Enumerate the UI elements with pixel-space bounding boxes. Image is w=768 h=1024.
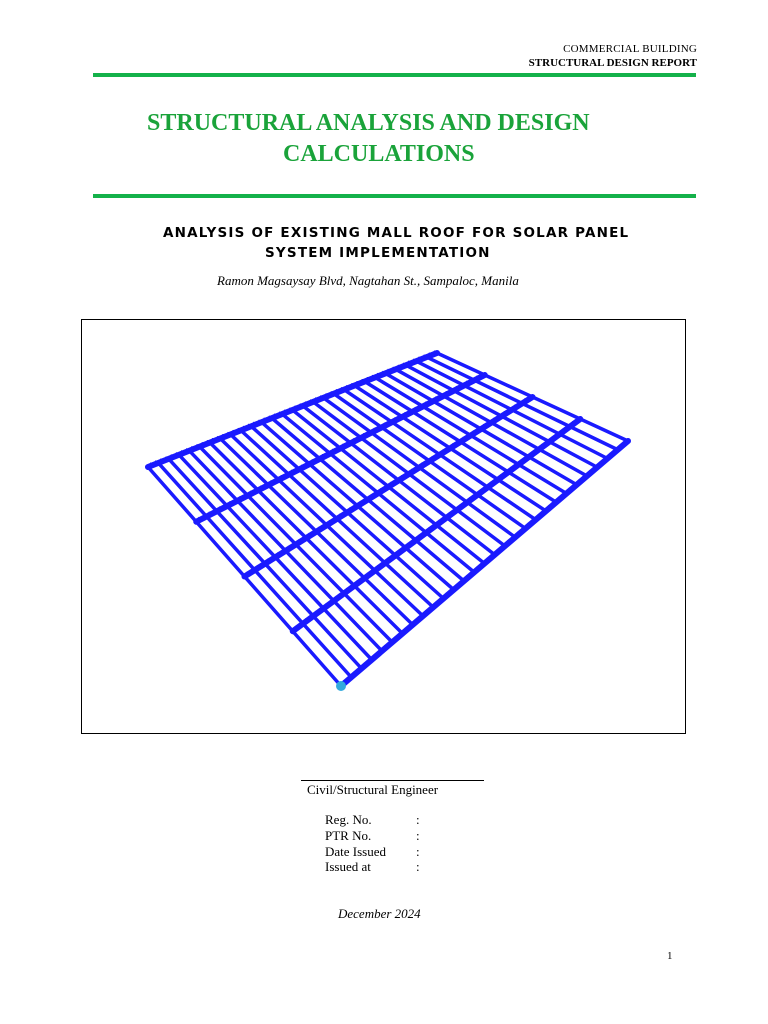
document-subtitle-line2: SYSTEM IMPLEMENTATION [265, 245, 491, 261]
page-number: 1 [667, 950, 673, 962]
reg-no-label: Reg. No. [325, 812, 372, 827]
title-divider [93, 194, 696, 198]
header-project: COMMERCIAL BUILDING [563, 43, 697, 55]
issued-at-label: Issued at [325, 859, 371, 874]
document-subtitle-line1: ANALYSIS OF EXISTING MALL ROOF FOR SOLAR PANEL [163, 225, 630, 241]
ptr-no-label: PTR No. [325, 828, 372, 843]
header-divider [93, 73, 696, 77]
date-issued-separator: : [416, 844, 420, 859]
header-report-title: STRUCTURAL DESIGN REPORT [528, 57, 697, 69]
document-title [93, 108, 696, 170]
document-title-line1: STRUCTURAL ANALYSIS AND DESIGN [147, 110, 590, 136]
document-title-line2: CALCULATIONS [283, 141, 475, 167]
reg-no-separator: : [416, 812, 420, 827]
date-issued-label: Date Issued [325, 844, 387, 859]
issued-at-separator: : [416, 859, 420, 874]
signatory-role: Civil/Structural Engineer [307, 782, 439, 797]
report-date: December 2024 [338, 906, 421, 921]
ptr-no-separator: : [416, 828, 420, 843]
structural-model-figure [81, 319, 686, 734]
signature-line [301, 780, 484, 781]
support-node-marker [336, 681, 346, 691]
project-address: Ramon Magsaysay Blvd, Nagtahan St., Sampaloc, Manila [217, 273, 519, 288]
document-subtitle [163, 223, 683, 263]
roof-truss-model [82, 320, 685, 733]
